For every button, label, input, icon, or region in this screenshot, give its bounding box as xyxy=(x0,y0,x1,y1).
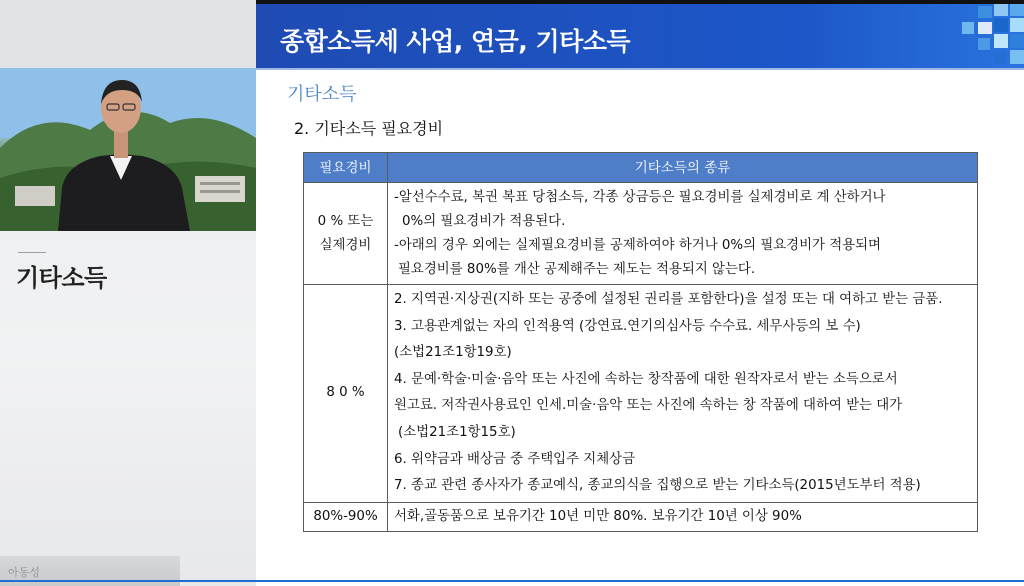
section-title: 기타소득 xyxy=(287,84,357,105)
column-header-kinds: 기타소득의 종류 xyxy=(388,153,978,183)
subsection-title: 2. 기타소득 필요경비 xyxy=(294,119,444,138)
kinds-line: 7. 종교 관련 종사자가 종교예식, 종교의식을 집행으로 받는 기타소득(2015년도부터 적용) xyxy=(394,478,921,494)
kinds-line: 4. 문예·학술·미술·음악 또는 사진에 속하는 창작품에 대한 원작자로서 받는 소득으로서 xyxy=(394,371,898,387)
header-underline xyxy=(256,68,1024,70)
kinds-cell xyxy=(388,502,978,531)
table-row xyxy=(304,502,978,531)
kinds-line: (소법21조1항19호) xyxy=(394,345,512,361)
left-divider xyxy=(18,252,46,253)
sidebar-title: 기타소득 xyxy=(16,264,107,292)
kinds-line: 필요경비를 80%를 개산 공제해주는 제도는 적용되지 않는다. xyxy=(398,261,756,277)
left-top-bar xyxy=(0,0,256,68)
column-header-rate: 필요경비 xyxy=(304,153,388,183)
bottom-watermark-label: 아동성 xyxy=(8,566,40,579)
presenter-video-scene xyxy=(0,68,256,231)
kinds-line: 2. 지역권·지상권(지하 또는 공중에 설정된 권리를 포함한다)을 설정 또는 대 여하고 받는 금품. xyxy=(394,292,943,307)
kinds-line: -알선수수료, 복권 복표 당첨소득, 각종 상금등은 필요경비를 실제경비로 계 산하거나 xyxy=(394,189,886,205)
left-panel xyxy=(0,0,256,586)
kinds-line: 서화,골동품으로 보유기간 10년 미만 80%. 보유기간 10년 이상 90% xyxy=(394,508,802,524)
table-row xyxy=(304,183,978,285)
kinds-line: 6. 위약금과 배상금 중 주택입주 지체상금 xyxy=(394,451,636,467)
rate-line: 실제경비 xyxy=(319,237,372,253)
table-header-row xyxy=(304,153,978,183)
rate-cell xyxy=(304,285,388,503)
rate-line: 0 % 또는 xyxy=(317,213,374,229)
kinds-line: (소법21조1항15호) xyxy=(398,424,516,440)
presenter-video xyxy=(0,68,256,231)
table-row xyxy=(304,285,978,503)
kinds-cell xyxy=(388,285,978,503)
header-title: 종합소득세 사업, 연금, 기타소득 xyxy=(280,27,631,56)
header-mosaic-decoration xyxy=(924,4,1024,68)
rate-cell xyxy=(304,183,388,285)
kinds-line: 원고료. 저작권사용료인 인세.미술·음악 또는 사진에 속하는 창 작품에 대하여 받는 대가 xyxy=(394,398,903,414)
rate-line: 8 0 % xyxy=(326,385,365,401)
kinds-line: 3. 고용관계없는 자의 인적용역 (강연료.연기의심사등 수수료. 세무사등의 보 수) xyxy=(394,318,861,334)
kinds-cell xyxy=(388,183,978,285)
kinds-line: 0%의 필요경비가 적용된다. xyxy=(402,213,566,229)
bottom-progress-line xyxy=(0,580,1024,582)
rate-cell xyxy=(304,502,388,531)
header-bar xyxy=(256,4,1024,68)
kinds-line: -아래의 경우 외에는 실제필요경비를 공제하여야 하거나 0%의 필요경비가 적용되며 xyxy=(394,237,881,253)
expense-table xyxy=(303,152,978,532)
rate-line: 80%-90% xyxy=(313,508,378,524)
